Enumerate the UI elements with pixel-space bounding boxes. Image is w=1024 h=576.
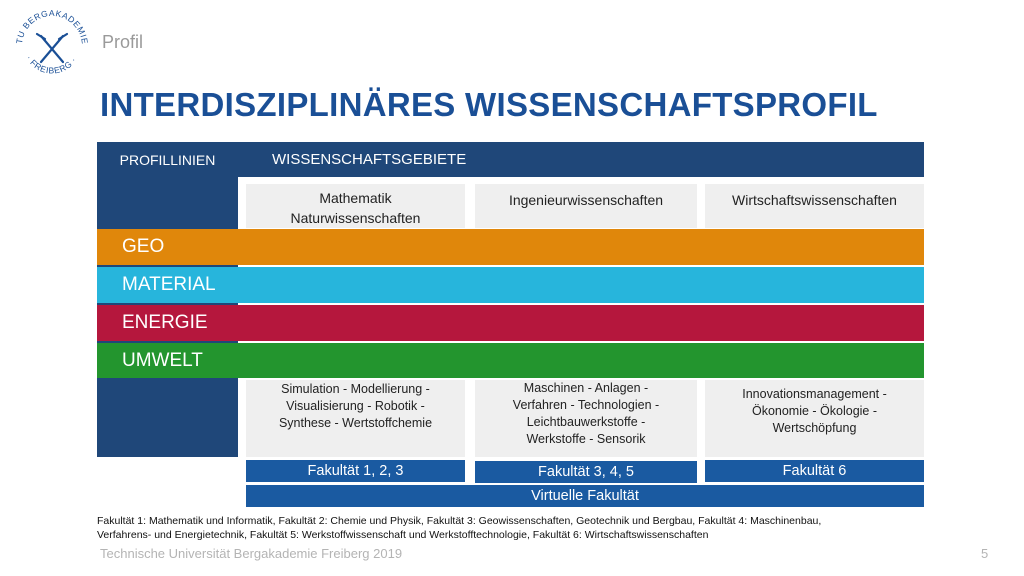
area-line-1: Ingenieurwissenschaften <box>508 192 664 208</box>
topic-line: Innovationsmanagement - <box>742 387 887 401</box>
topic-line: Werkstoffe - Sensorik <box>526 432 646 446</box>
topic-line: Simulation - Modellierung - <box>281 382 430 396</box>
faculty-box-3-4-5: Fakultät 3, 4, 5 <box>475 461 697 483</box>
page-title: INTERDISZIPLINÄRES WISSENSCHAFTSPROFIL <box>100 86 878 123</box>
topics-wirtschaftswissenschaften <box>705 380 924 457</box>
svg-text:TU BERGAKADEMIE: TU BERGAKADEMIE <box>14 7 91 45</box>
page-number: 5 <box>981 546 989 561</box>
svg-text:· FREIBERG ·: · FREIBERG · <box>24 53 79 76</box>
footnote-line-1: Fakultät 1: Mathematik und Informatik, Fakultät 2: Chemie und Physik, Fakultät 3: Geowissenschaften, Geotechnik und Bergbau, Fakultät 4: Maschinenbau, <box>97 515 822 527</box>
area-mathematik-naturwissenschaften <box>246 184 465 228</box>
topics-mathematik <box>246 380 465 457</box>
wissenschaftsgebiete-label: WISSENSCHAFTSGEBIETE <box>272 151 467 168</box>
topic-line: Wertschöpfung <box>772 421 857 435</box>
profillinien-label: PROFILLINIEN <box>119 152 216 168</box>
band-label: GEO <box>122 236 165 257</box>
area-ingenieurwissenschaften <box>475 184 697 228</box>
band-label: UMWELT <box>122 350 203 371</box>
footnote-line-2: Verfahrens- und Energietechnik, Fakultät 5: Werkstoffwissenschaft und Werkstofftechnologie, Fakultät 6: Wirtschaftswissenschaften <box>97 529 709 541</box>
faculty-footnote <box>97 514 937 542</box>
area-line-1: Mathematik <box>319 190 392 206</box>
hammer-and-pick-seal-icon <box>12 6 92 86</box>
band-umwelt <box>97 343 924 378</box>
band-label: MATERIAL <box>122 274 216 295</box>
area-wirtschaftswissenschaften <box>705 184 924 228</box>
topic-line: Visualisierung - Robotik - <box>286 399 425 413</box>
topic-line: Synthese - Wertstoffchemie <box>278 416 433 430</box>
band-label: ENERGIE <box>122 312 208 333</box>
topic-line: Ökonomie - Ökologie - <box>751 404 878 418</box>
faculty-box-1-2-3: Fakultät 1, 2, 3 <box>246 460 465 482</box>
topics-ingenieurwissenschaften <box>475 380 697 457</box>
topic-line: Maschinen - Anlagen - <box>523 381 649 395</box>
band-geo <box>97 229 924 265</box>
faculty-box-6: Fakultät 6 <box>705 460 924 482</box>
topic-line: Verfahren - Technologien - <box>512 398 660 412</box>
footer-text: Technische Universität Bergakademie Freiberg 2019 <box>100 546 403 561</box>
area-line-1: Wirtschaftswissenschaften <box>732 192 897 208</box>
section-label: Profil <box>102 32 144 52</box>
virtual-faculty-box: Virtuelle Fakultät <box>246 485 924 507</box>
band-material <box>97 267 924 303</box>
band-energie <box>97 305 924 341</box>
topic-line: Leichtbauwerkstoffe - <box>526 415 646 429</box>
university-logo <box>12 6 92 86</box>
area-line-2: Naturwissenschaften <box>290 210 421 226</box>
